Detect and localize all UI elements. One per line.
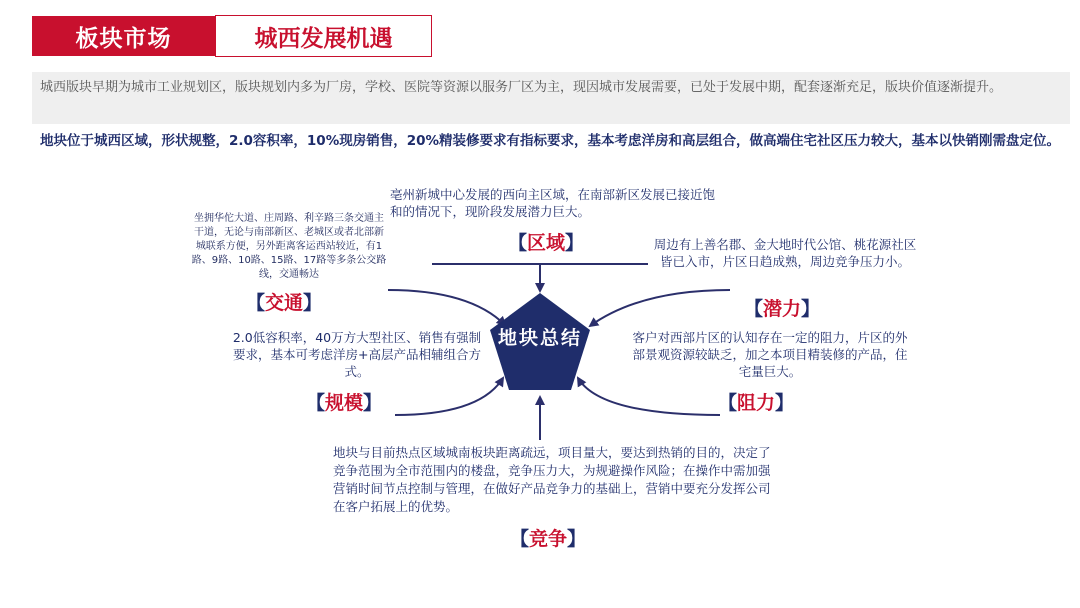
region-label-text: 区域 — [527, 232, 566, 254]
resistance-arrow — [578, 378, 720, 415]
potential-arrow — [590, 290, 730, 326]
potential-text: 周边有上善名郡、金大地时代公馆、桃花源社区皆已入市，片区日趋成熟，周边竞争压力小。 — [653, 237, 917, 269]
intro-paragraph: 城西版块早期为城市工业规划区，版块规划内多为厂房，学校、医院等资源以服务厂区为主，现因城市发展需要，已处于发展中期，配套逐渐充足，版块价值逐渐提升。 — [32, 72, 1070, 124]
page-title: 城西发展机遇 — [215, 15, 432, 57]
resistance-label: 【阻力】 — [718, 392, 795, 414]
resistance-label-text: 阻力 — [737, 392, 776, 414]
scale-label: 【规模】 — [306, 392, 383, 414]
section-tag: 板块市场 — [32, 16, 215, 56]
center-label: 地块总结 — [497, 327, 582, 349]
scale-arrow — [395, 378, 503, 415]
traffic-arrow — [388, 290, 505, 325]
competition-label-text: 竞争 — [529, 528, 568, 550]
resistance-text: 客户对西部片区的认知存在一定的阻力，片区的外部景观资源较缺乏，加之本项目精装修的产品，住宅量巨大。 — [632, 330, 908, 379]
scale-text: 2.0低容积率，40万方大型社区、销售有强制要求，基本可考虑洋房+高层产品相辅组合方式。 — [232, 330, 482, 379]
competition-text: 地块与目前热点区域城南板块距离疏远，项目量大，要达到热销的目的，决定了竞争范围为全市范围内的楼盘，竞争压力大，为规避操作风险；在操作中需加强营销时间节点控制与管理，在做好产品竞争力的基础上，营销中要充分发挥公司在客户拓展上的优势。 — [333, 445, 771, 514]
competition-label: 【竞争】 — [510, 528, 587, 550]
summary-paragraph: 地块位于城西区域，形状规整，2.0容积率，10%现房销售，20%精装修要求有指标要求，基本考虑洋房和高层组合，做高端住宅社区压力较大，基本以快销刚需盘定位。 — [40, 133, 1061, 149]
traffic-label: 【交通】 — [246, 292, 323, 314]
traffic-label-text: 交通 — [265, 292, 304, 314]
potential-label-text: 潜力 — [763, 298, 802, 320]
scale-label-text: 规模 — [325, 392, 364, 414]
region-label: 【区域】 — [508, 232, 585, 254]
region-text: 亳州新城中心发展的西向主区域，在南部新区发展已接近饱和的情况下，现阶段发展潜力巨大。 — [390, 187, 716, 219]
potential-label: 【潜力】 — [744, 298, 821, 320]
traffic-text: 坐拥华佗大道、庄周路、利辛路三条交通主干道，无论与南部新区、老城区或者北部新城联系方便，另外距离客运西站较近，有1路、9路、10路、15路、17路等多条公交路线，交通畅达 — [191, 213, 387, 280]
